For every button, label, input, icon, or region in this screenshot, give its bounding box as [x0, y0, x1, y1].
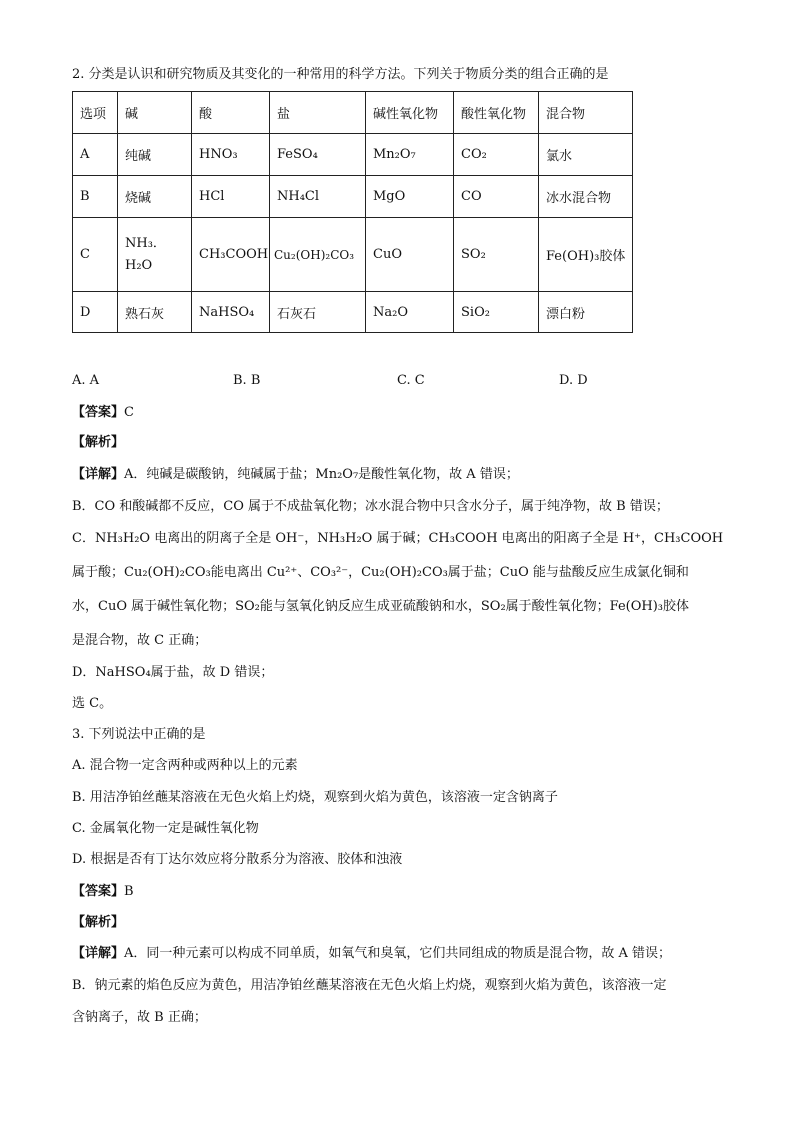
table-cell: NaHSO₄: [192, 292, 270, 333]
option-b: B. 用洁净铂丝蘸某溶液在无色火焰上灼烧，观察到火焰为黄色，该溶液一定含钠离子: [72, 790, 558, 805]
table-header: 碱性氧化物: [366, 92, 454, 134]
detail-line: 含钠离子，故 B 正确；: [72, 1010, 207, 1025]
detail-line: 是混合物，故 C 正确；: [72, 633, 208, 648]
detail-line: B．钠元素的焰色反应为黄色，用洁净铂丝蘸某溶液在无色火焰上灼烧，观察到火焰为黄色，该溶液一定: [72, 978, 667, 993]
table-cell: CO₂: [454, 134, 539, 176]
table-cell: A: [73, 134, 118, 176]
table-header-row: [73, 92, 633, 134]
analysis-tag: 【解析】: [72, 435, 125, 450]
table-cell: 冰水混合物: [539, 176, 633, 218]
answer-value: C: [124, 405, 134, 420]
question-2-options: [72, 373, 632, 391]
table-cell: D: [73, 292, 118, 333]
table-cell: NH₃．H₂O: [118, 218, 192, 292]
table-row: [73, 292, 633, 333]
table-cell: 烧碱: [118, 176, 192, 218]
answer-value: B: [124, 884, 134, 899]
table-cell: Cu₂(OH)₂CO₃: [270, 218, 366, 292]
table-cell: Na₂O: [366, 292, 454, 333]
table-row: [73, 218, 633, 292]
detail-line: [72, 945, 671, 963]
table-cell: 氯水: [539, 134, 633, 176]
table-row: [73, 134, 633, 176]
table-cell: HCl: [192, 176, 270, 218]
option-d: D. D: [559, 373, 588, 388]
question-3-title: 3. 下列说法中正确的是: [72, 727, 206, 742]
table-cell: 石灰石: [270, 292, 366, 333]
table-cell: 纯碱: [118, 134, 192, 176]
table-cell: 熟石灰: [118, 292, 192, 333]
option-a: A. 混合物一定含两种或两种以上的元素: [72, 758, 298, 773]
detail-line: 属于酸；Cu₂(OH)₂CO₃能电离出 Cu²⁺、CO₃²⁻，Cu₂(OH)₂CO₃属于盐；CuO 能与盐酸反应生成氯化铜和: [72, 565, 689, 580]
detail-line: C．NH₃H₂O 电离出的阴离子全是 OH⁻，NH₃H₂O 属于碱；CH₃COOH 电离出的阳离子全是 H⁺，CH₃COOH: [72, 531, 724, 546]
option-b: B. B: [233, 373, 261, 388]
table-cell: B: [73, 176, 118, 218]
detail-line: D．NaHSO₄属于盐，故 D 错误；: [72, 665, 274, 680]
table-header: 碱: [118, 92, 192, 134]
detail-text: A．同一种元素可以构成不同单质，如氧气和臭氧，它们共同组成的物质是混合物，故 A 错误；: [124, 946, 672, 961]
table-cell: SO₂: [454, 218, 539, 292]
option-c: C. 金属氧化物一定是碱性氧化物: [72, 821, 259, 836]
table-header: 盐: [270, 92, 366, 134]
table-cell: Fe(OH)₃胶体: [539, 218, 633, 292]
table-header: 选项: [73, 92, 118, 134]
detail-tag: 【详解】: [72, 946, 125, 961]
answer-line: [72, 883, 134, 901]
table-row: [73, 176, 633, 218]
detail-line: 水，CuO 属于碱性氧化物；SO₂能与氢氧化钠反应生成亚硫酸钠和水，SO₂属于酸性氧化物；Fe(OH)₃胶体: [72, 599, 690, 614]
table-cell: MgO: [366, 176, 454, 218]
answer-line: [72, 404, 134, 422]
table-cell: C: [73, 218, 118, 292]
question-2-title: 2. 分类是认识和研究物质及其变化的一种常用的科学方法。下列关于物质分类的组合正确的是: [72, 67, 609, 82]
table-cell: FeSO₄: [270, 134, 366, 176]
detail-line: 选 C。: [72, 696, 113, 711]
table-cell: CH₃COOH: [192, 218, 270, 292]
table-header: 酸性氧化物: [454, 92, 539, 134]
table-cell: SiO₂: [454, 292, 539, 333]
option-d: D. 根据是否有丁达尔效应将分散系分为溶液、胶体和浊液: [72, 852, 403, 867]
answer-tag: 【答案】: [72, 405, 125, 420]
classification-table: [72, 91, 633, 333]
table-cell: 漂白粉: [539, 292, 633, 333]
detail-text: A．纯碱是碳酸钠，纯碱属于盐；Mn₂O₇是酸性氧化物，故 A 错误；: [124, 467, 519, 482]
option-c: C. C: [397, 373, 425, 388]
detail-line: [72, 466, 519, 484]
table-cell: CuO: [366, 218, 454, 292]
table-cell: CO: [454, 176, 539, 218]
analysis-tag: 【解析】: [72, 915, 125, 930]
detail-tag: 【详解】: [72, 467, 125, 482]
table-cell: NH₄Cl: [270, 176, 366, 218]
table-cell: Mn₂O₇: [366, 134, 454, 176]
answer-tag: 【答案】: [72, 884, 125, 899]
table-header: 酸: [192, 92, 270, 134]
table-cell: HNO₃: [192, 134, 270, 176]
option-a: A. A: [72, 373, 100, 388]
detail-line: B．CO 和酸碱都不反应，CO 属于不成盐氧化物；冰水混合物中只含水分子，属于纯净物，故 B 错误；: [72, 499, 669, 514]
table-header: 混合物: [539, 92, 633, 134]
